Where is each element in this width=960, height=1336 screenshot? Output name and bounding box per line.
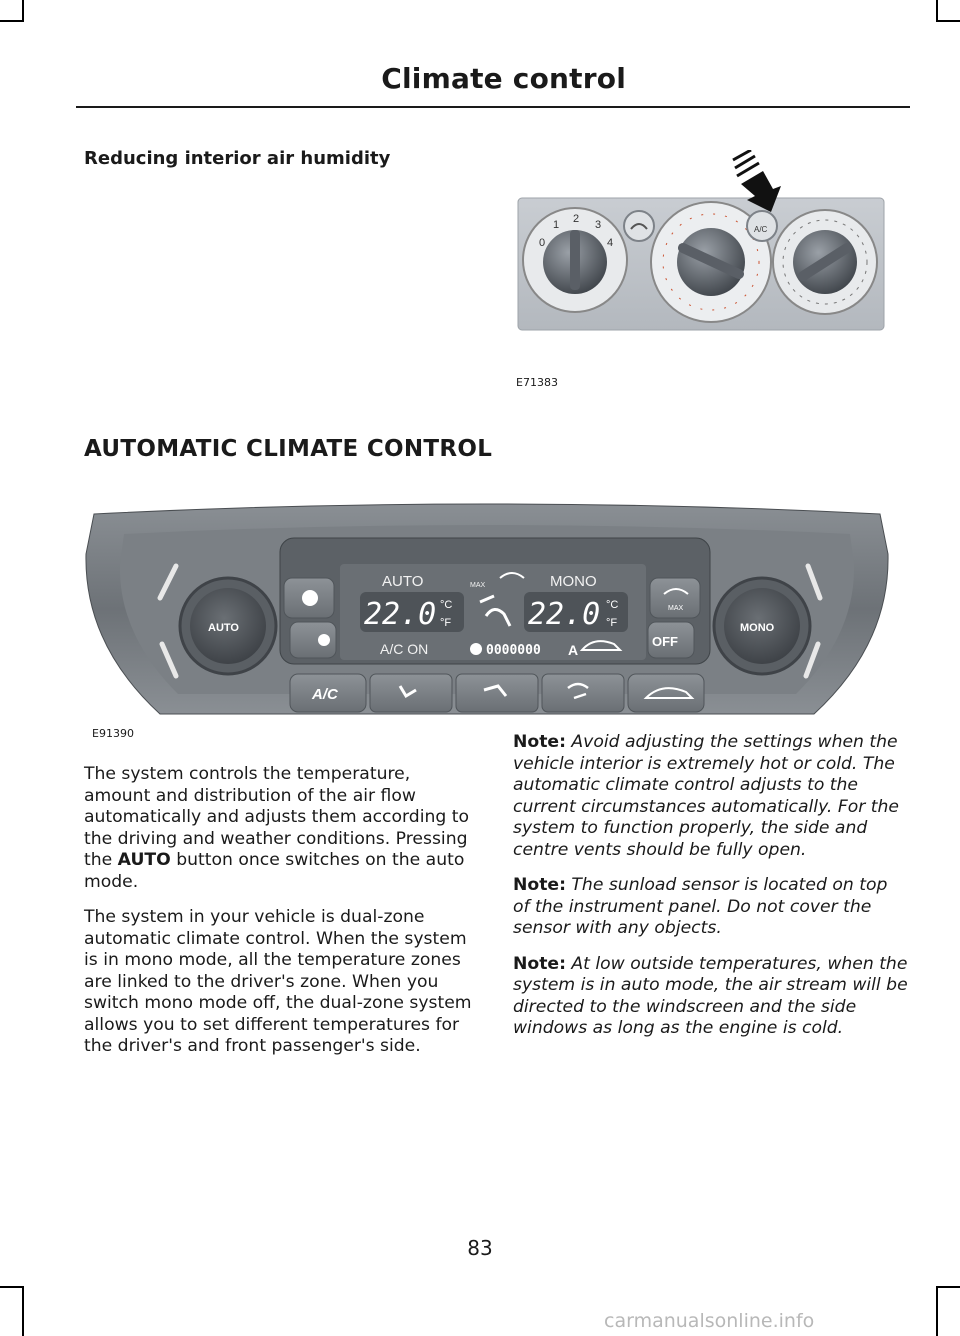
display-temp-right: 22.0	[528, 597, 601, 632]
right-column	[513, 732, 909, 1054]
mono-knob-label: MONO	[740, 622, 775, 634]
dial-number: 2	[573, 213, 580, 225]
fan-large-icon	[302, 590, 318, 606]
dial-number: 3	[595, 219, 602, 231]
max-defrost-button	[650, 578, 700, 618]
crop-mark	[0, 20, 24, 22]
max-defrost-label: MAX	[668, 605, 684, 612]
fan-icon	[470, 643, 482, 655]
display-unit-c-left: °C	[440, 599, 453, 611]
dial-number: 0	[539, 237, 546, 249]
display-auto-text: AUTO	[382, 573, 424, 590]
crop-mark	[0, 1286, 24, 1288]
left-column	[84, 764, 478, 1072]
fan-small-icon	[318, 634, 330, 646]
recirculation-button	[628, 674, 704, 712]
crop-mark	[936, 20, 960, 22]
display-ac-on-text: A/C ON	[380, 641, 429, 657]
header-divider	[76, 106, 910, 108]
crop-mark	[22, 1286, 24, 1336]
dial-number: 4	[607, 237, 614, 249]
display-max-text: MAX	[470, 582, 486, 589]
automatic-climate-panel-figure	[84, 494, 890, 726]
note-1: Note: Avoid adjusting the settings when the vehicle interior is extremely hot or cold. The automatic climate control adjusts to the current circumstances automatically. For the system to function properly, the side and centre vents should be fully open.	[513, 732, 899, 860]
watermark-text: carmanualsonline.info	[604, 1310, 815, 1332]
ac-button-label: A/C	[754, 225, 768, 234]
display-fan-bars: 0000000	[486, 643, 541, 658]
display-unit-c-right: °C	[606, 599, 619, 611]
display-unit-f-right: °F	[606, 617, 618, 629]
note-2: Note: The sunload sensor is located on top of the instrument panel. Do not cover the sensor with any objects.	[513, 875, 888, 938]
display-a-symbol: A	[568, 642, 579, 658]
paragraph-dual-zone: The system in your vehicle is dual-zone automatic climate control. When the system is in mono mode, all the temperature zones are linked to the driver's zone. When you switch mono mode off, the dual-zone system allows you to set different temperatures for the driver's and front passenger's side.	[84, 907, 472, 1056]
face-air-button	[456, 674, 538, 712]
crop-mark	[936, 1286, 960, 1288]
windscreen-air-button	[542, 674, 624, 712]
auto-knob-label: AUTO	[208, 622, 239, 634]
display-temp-left: 22.0	[364, 597, 437, 632]
subheading-humidity: Reducing interior air humidity	[84, 148, 391, 169]
crop-mark	[936, 1286, 938, 1336]
display-unit-f-left: °F	[440, 617, 452, 629]
page-title: Climate control	[381, 62, 626, 95]
recirculation-button	[624, 211, 654, 241]
ac-panel-figure	[515, 150, 887, 360]
auto-keyword: AUTO	[117, 850, 171, 870]
figure-id-e71383: E71383	[516, 376, 558, 389]
crop-mark	[22, 0, 24, 22]
note-3: Note: At low outside temperatures, when the system is in auto mode, the air stream will be directed to the windscreen and the side windows as long as the engine is cold.	[513, 953, 908, 1038]
display-mono-text: MONO	[550, 573, 597, 590]
ac-button-label: A/C	[312, 686, 338, 703]
heading-automatic-climate-control: AUTOMATIC CLIMATE CONTROL	[84, 436, 493, 462]
page-number: 83	[467, 1236, 493, 1260]
off-button-label: OFF	[652, 634, 678, 649]
paragraph-auto-mode: The system controls the temperature, amount and distribution of the air flow automatically and adjusts them according to the driving and weather conditions. Pressing the AUTO button once switches on the auto mode.	[84, 764, 469, 892]
figure-id-e91390: E91390	[92, 727, 134, 740]
crop-mark	[936, 0, 938, 22]
dial-number: 1	[553, 219, 560, 231]
